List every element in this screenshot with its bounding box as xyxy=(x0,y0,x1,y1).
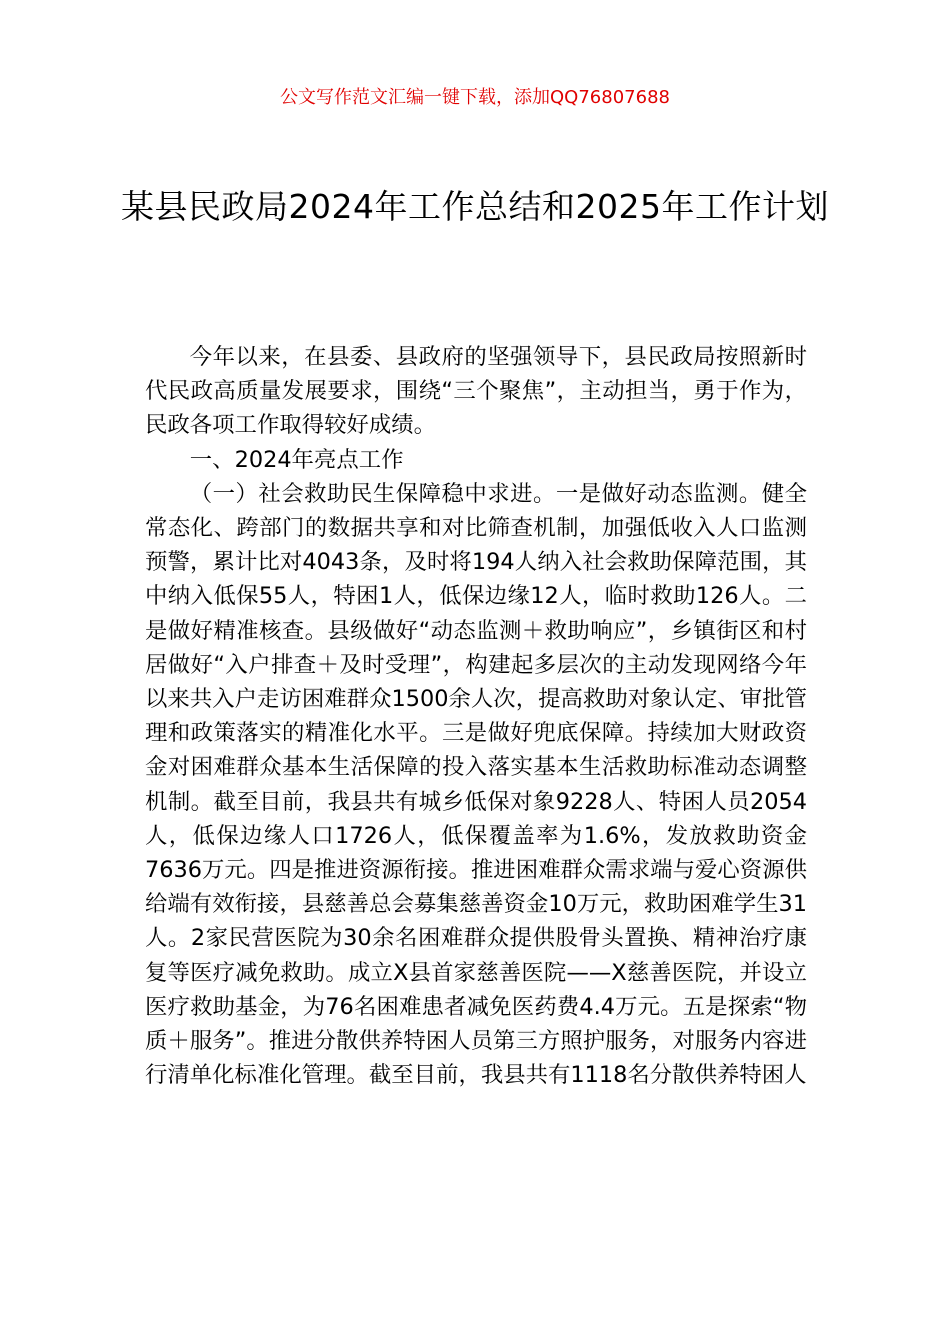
promo-link[interactable]: 公文写作范文汇编一键下载，添加QQ76807688 xyxy=(280,87,670,108)
document-title: 某县民政局2024年工作总结和2025年工作计划 xyxy=(121,187,829,226)
document-body xyxy=(145,340,807,1092)
section-heading: 一、2024年亮点工作 xyxy=(189,446,404,473)
body-paragraph: （一）社会救助民生保障稳中求进。一是做好动态监测。健全常态化、跨部门的数据共享和对比筛查机制，加强低收入人口监测预警，累计比对4043条，及时将194人纳入社会救助保障范围，其中纳入低保55人，特困1人，低保边缘12人，临时救助126人。二是做好精准核查。县级做好“动态监测＋救助响应”，乡镇街区和村居做好“入户排查＋及时受理”，构建起多层次的主动发现网络今年以来共入户走访困难群众1500余人次，提高救助对象认定、审批管理和政策落实的精准化水平。三是做好兜底保障。持续加大财政资金对困难群众基本生活保障的投入落实基本生活救助标准动态调整机制。截至目前，我县共有城乡低保对象9228人、特困人员2054人，低保边缘人口1726人，低保覆盖率为1.6%，发放救助资金7636万元。四是推进资源衔接。推进困难群众需求端与爱心资源供给端有效衔接，县慈善总会募集慈善资金10万元，救助困难学生31人。2家民营医院为30余名困难群众提供股骨头置换、精神治疗康复等医疗减免救助。成立X县首家慈善医院——X慈善医院，并设立医疗救助基金，为76名困难患者减免医药费4.4万元。五是探索“物质＋服务”。推进分散供养特困人员第三方照护服务，对服务内容进行清单化标准化管理。截至目前，我县共有1118名分散供养特困人 xyxy=(145,480,807,1089)
intro-paragraph: 今年以来，在县委、县政府的坚强领导下，县民政局按照新时代民政高质量发展要求，围绕“三个聚焦”，主动担当，勇于作为，民政各项工作取得较好成绩。 xyxy=(145,344,807,439)
